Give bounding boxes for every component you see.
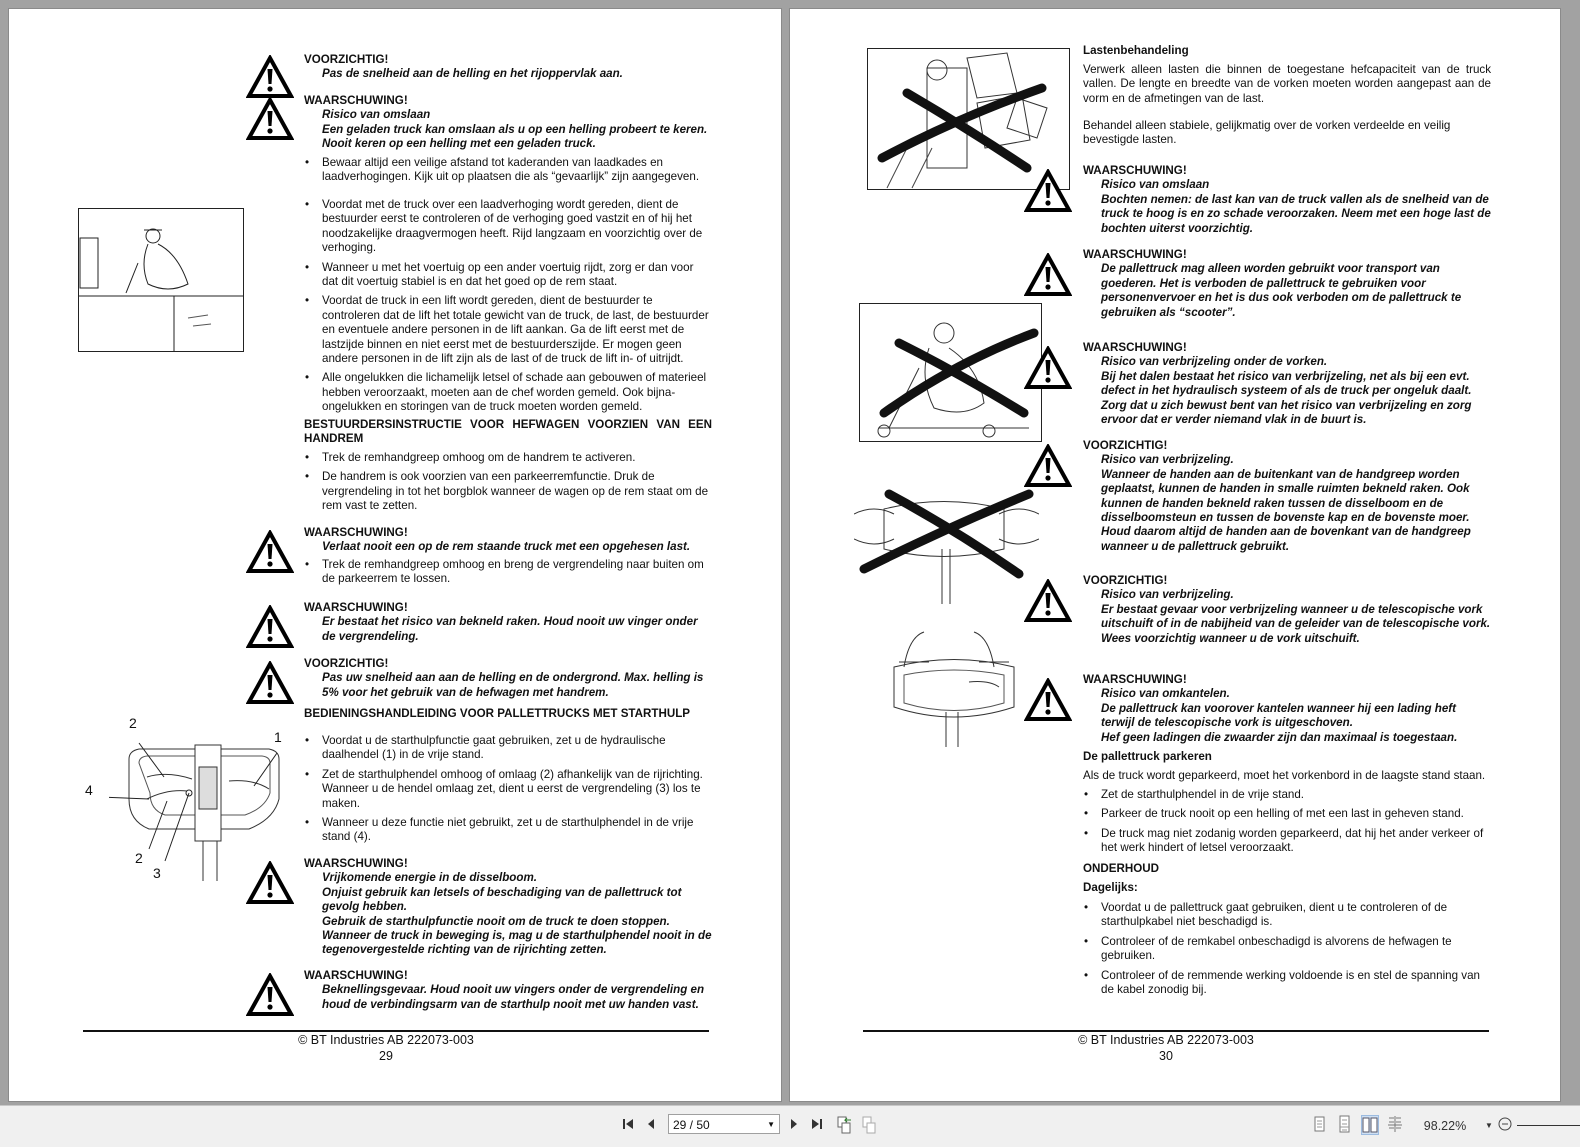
diagram-label: 2	[135, 850, 143, 866]
single-page-view-icon	[1311, 1115, 1327, 1133]
document-page-29	[8, 8, 782, 1102]
notice-text: Hef geen ladingen die zwaarder zijn dan maximaal is toegestaan.	[1101, 730, 1458, 744]
notice-heading: VOORZICHTIG!	[304, 53, 389, 66]
list-item: • Controleer of de remmende werking voldoende is en stel de spanning van de kabel zonodig bij.	[1083, 969, 1491, 998]
notice-heading: VOORZICHTIG!	[304, 657, 389, 670]
document-page-30	[789, 8, 1561, 1102]
last-page-button[interactable]	[808, 1116, 826, 1136]
section-title: BEDIENINGSHANDLEIDING VOOR PALLETTRUCKS MET STARTHULP	[304, 707, 691, 720]
continuous-facing-view-button[interactable]	[1387, 1115, 1405, 1135]
notice-text: De pallettruck kan voorover kantelen wanneer hij een lading heft terwijl de telescopische vork is uitgeschoven.	[1101, 701, 1456, 730]
footer-copyright: © BT Industries AB 222073-003	[298, 1033, 474, 1047]
notice-heading: WAARSCHUWING!	[304, 601, 408, 614]
caution-notice	[1083, 439, 1491, 554]
notice-text: Pas de snelheid aan de helling en het rijoppervlak aan.	[322, 67, 623, 81]
chevron-down-icon: ▼	[767, 1120, 775, 1129]
scooter-riding-illustration	[859, 303, 1042, 442]
list-item: • Voordat met de truck over een laadverhoging wordt gereden, dient de bestuurder eerst te controleren of de verhoging goed vastzit en of hij het noodzakelijke draagvermogen heeft. Rijd langzaam en voorzichtig over de verhoging.	[304, 198, 712, 256]
previous-page-icon	[645, 1117, 657, 1131]
notice-text: Risico van verbrijzeling.	[1101, 453, 1234, 467]
list-item: • Trek de remhandgreep omhoog om de handrem te activeren.	[304, 451, 712, 465]
list-item: • Wanneer u met het voertuig op een ander voertuig rijdt, zorg er dan voor dat dit voertuig stabiel is en dat het goed op de rem staat.	[304, 261, 712, 290]
notice-text: Gebruik de starthulpfunctie nooit om de truck te doen stoppen. Wanneer de truck in beweging is, mag u de starthulphendel nooit in de tegenovergestelde richting van de rijrichting zetten.	[322, 914, 712, 957]
warning-triangle-icon	[246, 973, 294, 1017]
first-page-button[interactable]	[619, 1116, 637, 1136]
section-heading	[304, 418, 712, 447]
diagram-label: 3	[153, 865, 161, 881]
section-heading	[1083, 750, 1491, 764]
correct-hand-position-illustration	[884, 627, 1024, 747]
footer-divider	[83, 1030, 709, 1032]
list-item: • Parkeer de truck nooit op een helling of met een last in geheven stand.	[1083, 807, 1491, 821]
notice-text: Verlaat nooit een op de rem staande truck met een opgehesen last.	[322, 540, 691, 554]
caution-notice	[1083, 574, 1491, 646]
go-forward-icon	[862, 1116, 878, 1134]
next-page-icon	[788, 1117, 800, 1131]
section-title: De pallettruck parkeren	[1083, 750, 1212, 763]
zoom-out-icon	[1498, 1117, 1512, 1131]
warning-triangle-icon	[246, 661, 294, 705]
loading-ramp-illustration	[78, 208, 244, 352]
warning-notice	[304, 601, 712, 644]
list-item: • Trek de remhandgreep omhoog en breng de vergrendeling naar buiten om de parkeerrem te lossen.	[304, 558, 712, 587]
bullet-list	[304, 156, 712, 190]
warning-triangle-icon	[1024, 346, 1072, 390]
bullet-list	[304, 734, 712, 850]
notice-text: Wees voorzichtig wanneer u de vork uitschuift.	[1101, 631, 1360, 645]
diagram-label: 2	[129, 715, 137, 731]
section-title: Lastenbehandeling	[1083, 44, 1189, 57]
go-back-button[interactable]	[836, 1116, 854, 1136]
next-page-button[interactable]	[786, 1116, 802, 1136]
notice-text: De pallettruck mag alleen worden gebruikt voor transport van goederen. Het is verboden de pallettruck te gebruiken voor personenvervoer en het is dus ook verboden om de pallettruck te gebruiken als “scooter”.	[1101, 262, 1462, 319]
notice-text: Houd daarom altijd de handen aan de bovenkant van de handgreep wanneer u de pallettruck gebruikt.	[1101, 525, 1471, 553]
footer-divider	[863, 1030, 1489, 1032]
caution-notice	[304, 53, 712, 82]
section-heading	[1083, 862, 1491, 876]
go-forward-button[interactable]	[861, 1116, 879, 1136]
page-number: 30	[1159, 1049, 1173, 1063]
list-item: • Wanneer u deze functie niet gebruikt, zet u de starthulphendel in de vrije stand (4).	[304, 816, 712, 845]
warning-triangle-icon	[1024, 253, 1072, 297]
notice-heading: WAARSCHUWING!	[304, 94, 408, 107]
warning-notice	[304, 857, 712, 958]
notice-text: Een geladen truck kan omslaan als u op een helling probeert te keren. Nooit keren op een helling met een geladen truck.	[322, 122, 708, 151]
list-item: • Bewaar altijd een veilige afstand tot kaderanden van laadkades en laadverhogingen. Kijk uit op plaatsen die als “gevaarlijk” zijn aangegeven.	[304, 156, 712, 185]
page-selector-value: 29 / 50	[673, 1118, 710, 1132]
wrong-hand-position-illustration	[854, 479, 1039, 604]
warning-triangle-icon	[246, 55, 294, 99]
section-heading	[1083, 44, 1491, 58]
list-item: • De truck mag niet zodanig worden geparkeerd, dat hij het ander verkeer of het werk hindert of letsel veroorzaakt.	[1083, 827, 1491, 856]
warning-notice	[304, 526, 712, 592]
zoom-dropdown-icon[interactable]: ▼	[1485, 1121, 1493, 1130]
list-item: • Zet de starthulphendel omhoog of omlaag (2) afhankelijk van de rijrichting. Wanneer u de hendel omlaag zet, dient u eerst de vergrendeling (3) los te maken.	[304, 768, 712, 811]
list-item: • Voordat u de pallettruck gaat gebruiken, dient u te controleren of de starthulpkabel niet beschadigd is.	[1083, 901, 1491, 930]
notice-text: Onjuist gebruik kan letsels of beschadiging van de pallettruck tot gevolg hebben.	[322, 885, 682, 914]
bullet-list	[1083, 901, 1491, 1002]
notice-text: Er bestaat gevaar voor verbrijzeling wanneer u de telescopische vork uitschuift of in de nabijheid van de geleider van de telescopische vork.	[1101, 602, 1491, 631]
warning-notice	[1083, 341, 1491, 427]
single-page-view-button[interactable]	[1311, 1115, 1329, 1135]
list-item: • Voordat de truck in een lift wordt gereden, dient de bestuurder te controleren dat de lift het totale gewicht van de truck, de last, de bestuurder en eventuele andere personen in de lift aankan. Ga de lift eerst met de lastzijde binnen en niet eerst met de bestuurderszijde. Er mogen geen andere personen in de lift zijn als de last of de truck de lift in- of uitrijdt.	[304, 294, 712, 366]
page-selector[interactable]	[668, 1114, 780, 1134]
notice-text: Pas uw snelheid aan aan de helling en de ondergrond. Max. helling is 5% voor het gebruik van de hefwagen met handrem.	[322, 671, 704, 699]
section-heading	[1083, 881, 1491, 895]
notice-text: Beknellingsgevaar. Houd nooit uw vingers onder de vergrendeling en houd de verbindingsarm van de starthulp nooit met uw handen vast.	[322, 983, 705, 1011]
notice-heading: WAARSCHUWING!	[304, 969, 408, 982]
paragraph: Verwerk alleen lasten die binnen de toegestane hefcapaciteit van de truck vallen. De lengte en breedte van de vorken moeten worden aangepast aan de vorm en de afmetingen van de last.	[1083, 63, 1491, 105]
continuous-view-button[interactable]	[1336, 1115, 1354, 1135]
caution-notice	[304, 657, 712, 700]
notice-text: Bij het dalen bestaat het risico van verbrijzeling, net als bij een evt. defect in het hydraulisch systeem of als de truck per ongeluk daalt. Zorg dat u zich bewust bent van het risico van verbrijzeling en zorg ervoor dat er verder niemand vlak in de buurt is.	[1101, 369, 1472, 427]
list-item: • Voordat u de starthulpfunctie gaat gebruiken, zet u de hydraulische daalhendel (1) in de vrije stand.	[304, 734, 712, 763]
notice-text: Vrijkomende energie in de disselboom.	[322, 871, 537, 885]
go-back-icon	[837, 1116, 853, 1134]
paragraph: Als de truck wordt geparkeerd, moet het vorkenbord in de laagste stand staan.	[1083, 769, 1486, 782]
bullet-list	[304, 198, 712, 420]
warning-triangle-icon	[246, 97, 294, 141]
warning-triangle-icon	[246, 605, 294, 649]
notice-text: Bochten nemen: de last kan van de truck vallen als de snelheid van de truck te hoog is en zo schade veroorzaken. Neem met een hoge last de bochten uiterst voorzichtig.	[1101, 192, 1491, 235]
continuous-facing-view-icon	[1387, 1115, 1403, 1133]
notice-text: Wanneer de handen aan de buitenkant van de handgreep worden geplaatst, kunnen de handen in smalle ruimten bekneld raken. Ook kunnen de handen bekneld raken tussen de disselboom en de disselboomsteun en tussen de bovenste kap en de bovenste moer.	[1101, 467, 1470, 525]
notice-heading: WAARSCHUWING!	[1083, 341, 1187, 354]
list-item: • De handrem is ook voorzien van een parkeerremfunctie. Druk de vergrendeling in tot het borgblok wanneer de wagen op de rem staat om de rem vast te zetten.	[304, 470, 712, 513]
last-page-icon	[810, 1117, 824, 1131]
footer-copyright: © BT Industries AB 222073-003	[1078, 1033, 1254, 1047]
warning-triangle-icon	[246, 530, 294, 574]
notice-heading: WAARSCHUWING!	[304, 857, 408, 870]
zoom-level[interactable]: 98.22%	[1423, 1119, 1467, 1133]
notice-heading: VOORZICHTIG!	[1083, 439, 1168, 452]
notice-text: Risico van omkantelen.	[1101, 687, 1230, 701]
warning-notice	[1083, 164, 1491, 236]
notice-heading: WAARSCHUWING!	[1083, 248, 1187, 261]
bullet-list	[1083, 788, 1491, 861]
page-number: 29	[379, 1049, 393, 1063]
first-page-icon	[621, 1117, 635, 1131]
notice-text: Risico van verbrijzeling onder de vorken.	[1101, 355, 1328, 369]
notice-heading: VOORZICHTIG!	[1083, 574, 1168, 587]
warning-notice	[304, 969, 712, 1012]
viewer-toolbar	[0, 1105, 1580, 1147]
warning-notice	[1083, 673, 1491, 745]
notice-heading: WAARSCHUWING!	[1083, 164, 1187, 177]
warning-triangle-icon	[1024, 678, 1072, 722]
notice-heading: WAARSCHUWING!	[1083, 673, 1187, 686]
notice-heading: WAARSCHUWING!	[304, 526, 408, 539]
diagram-label: 1	[274, 729, 282, 745]
zoom-out-button[interactable]	[1497, 1116, 1513, 1136]
warning-triangle-icon	[1024, 579, 1072, 623]
warning-triangle-icon	[246, 861, 294, 905]
facing-view-icon	[1362, 1116, 1378, 1134]
warning-notice	[304, 94, 712, 152]
list-item: • Controleer of de remkabel onbeschadigd is alvorens de hefwagen te gebruiken.	[1083, 935, 1491, 964]
zoom-slider[interactable]	[1517, 1125, 1580, 1126]
notice-text: Risico van omslaan	[1101, 178, 1210, 192]
list-item: • Alle ongelukken die lichamelijk letsel of schade aan gebouwen of materieel hebben veroorzaakt, moeten aan de chef worden gemeld. Ook bijna-ongelukken en storingen van de truck moeten worden gemeld.	[304, 371, 712, 414]
warning-notice	[1083, 248, 1491, 320]
previous-page-button[interactable]	[643, 1116, 659, 1136]
warning-triangle-icon	[1024, 169, 1072, 213]
section-title: ONDERHOUD	[1083, 862, 1160, 875]
section-title: Dagelijks:	[1083, 881, 1138, 894]
section-heading	[304, 707, 712, 721]
notice-text: Risico van omslaan	[322, 108, 431, 122]
notice-text: Er bestaat het risico van bekneld raken. Houd nooit uw vinger onder de vergrendeling.	[322, 615, 698, 643]
bullet-list	[304, 451, 712, 519]
list-item: • Zet de starthulphendel in de vrije stand.	[1083, 788, 1491, 802]
paragraph: Behandel alleen stabiele, gelijkmatig over de vorken verdeelde en veilig bevestigde lasten.	[1083, 119, 1451, 147]
section-title: BESTUURDERSINSTRUCTIE VOOR HEFWAGEN VOORZIEN VAN EEN HANDREM	[304, 418, 712, 446]
notice-text: Risico van verbrijzeling.	[1101, 588, 1234, 602]
continuous-view-icon	[1336, 1115, 1352, 1133]
diagram-label: 4	[85, 782, 93, 798]
facing-view-button[interactable]	[1361, 1115, 1379, 1135]
